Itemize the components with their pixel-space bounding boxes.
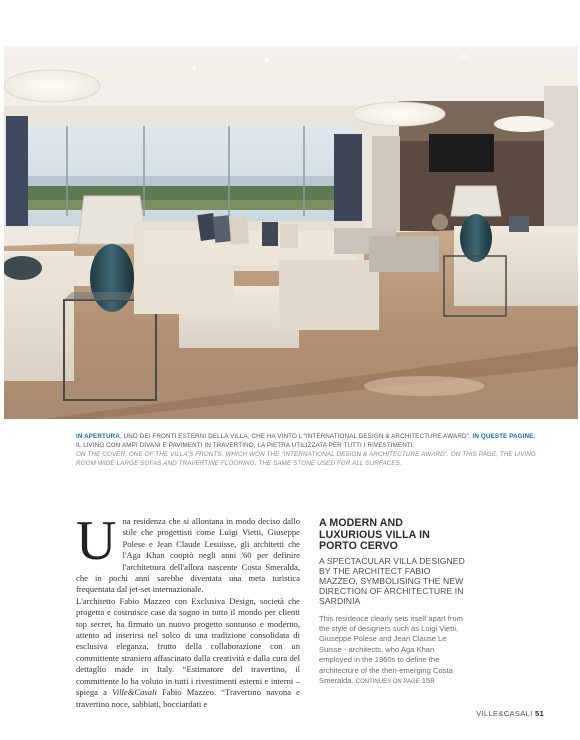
caption-italian [76, 432, 536, 450]
caption-text-2: , IL LIVING CON AMPI DIVANI E PAVIMENTI IN TRAVERTINO, LA PIETRA UTILIZZATA PER TUTTI I RIVESTIMENTI. [76, 433, 536, 449]
continues-on-label: CONTINUES ON PAGE [355, 678, 420, 685]
article-headline: A MODERN AND LUXURIOUS VILLA IN PORTO CERVO [319, 517, 430, 552]
article-paragraph-2-a: L'architetto Fabio Mazzeo con Exclusiva Design, società che progetta e costruisce case da sogno in tutto il mondo per clienti top secret, ha firmato un nuovo progetto sontuoso e moderno, attento ad inserirsi nel solco di una tradizione consolidata di esclusiva eleganza, frutto della collaborazione con un committente straniero affascinato dalla creatività e dalla cura del dettaglio made in Italy. “Estimatore del travertino, il committente lo ha voluto in tutti i rivestimenti esterni e interni – spiega a [76, 595, 300, 698]
caption-lead-2: IN QUESTE PAGINE [472, 433, 534, 440]
article-paragraph-2 [76, 596, 300, 710]
living-room-photo [4, 46, 578, 419]
magazine-name: VILLE&CASALI [476, 709, 533, 718]
page-number: 51 [534, 709, 544, 718]
magazine-brand-inline: Ville&Casali [112, 687, 157, 698]
photo-caption [76, 432, 536, 468]
article-paragraph-1: na residenza che si allontana in modo deciso dallo stile che progettisti come Luigi Vietti, Giuseppe Polese e Jean Claude Lesuisse, gli architetti che l'Aga Khan cooptò negli anni '60 per definire l'architettura dell'allora nascente Costa Smeralda, che in pochi anni sarebbe diventata una meta turistica frequentata dal jet-set internazionale. [76, 516, 300, 595]
caption-english: ON THE COVER, ONE OF THE VILLA'S FRONTS, WHICH WON THE “INTERNATIONAL DESIGN & ARCHITECTURE AWARD”. ON THIS PAGE, THE LIVING ROOM WIDE LARGE SOFAS AND TRAVERTINE FLOORING, THE SAME STONE USED FOR ALL SURFACES. [76, 451, 536, 467]
drop-cap: U [76, 510, 117, 572]
article-english-body [319, 614, 469, 688]
article-english-column [319, 518, 469, 687]
caption-lead-1: IN APERTURA [76, 433, 120, 440]
english-body-text: This residence clearly sets itself apart from the style of designers such as Luigi Vietti, Giuseppe Polese and Jean Clause Le Suisse - architects, who Aga Khan employed in the 1960s to define the architecture of the then-emerging Costa Smeralda. [319, 613, 463, 685]
page-folio [476, 709, 544, 718]
article-paragraph-2-b: Fabio Mazzeo. “Travertino navona e travertino noce, sabbiati, bocciardati e [76, 687, 300, 709]
article-subhead: A SPECTACULAR VILLA DESIGNED BY THE ARCHITECT FABIO MAZZEO, SYMBOLISING THE NEW DIRECTION OF ARCHITECTURE IN SARDINIA [319, 555, 465, 606]
caption-text-1: , UNO DEI FRONTI ESTERNI DELLA VILLA, CHE HA VINTO L'“INTERNATIONAL DESIGN & ARCHITECTURE AWARD”. [119, 433, 473, 440]
continues-page-number: 158 [421, 675, 435, 685]
article-italian-column [76, 510, 300, 710]
